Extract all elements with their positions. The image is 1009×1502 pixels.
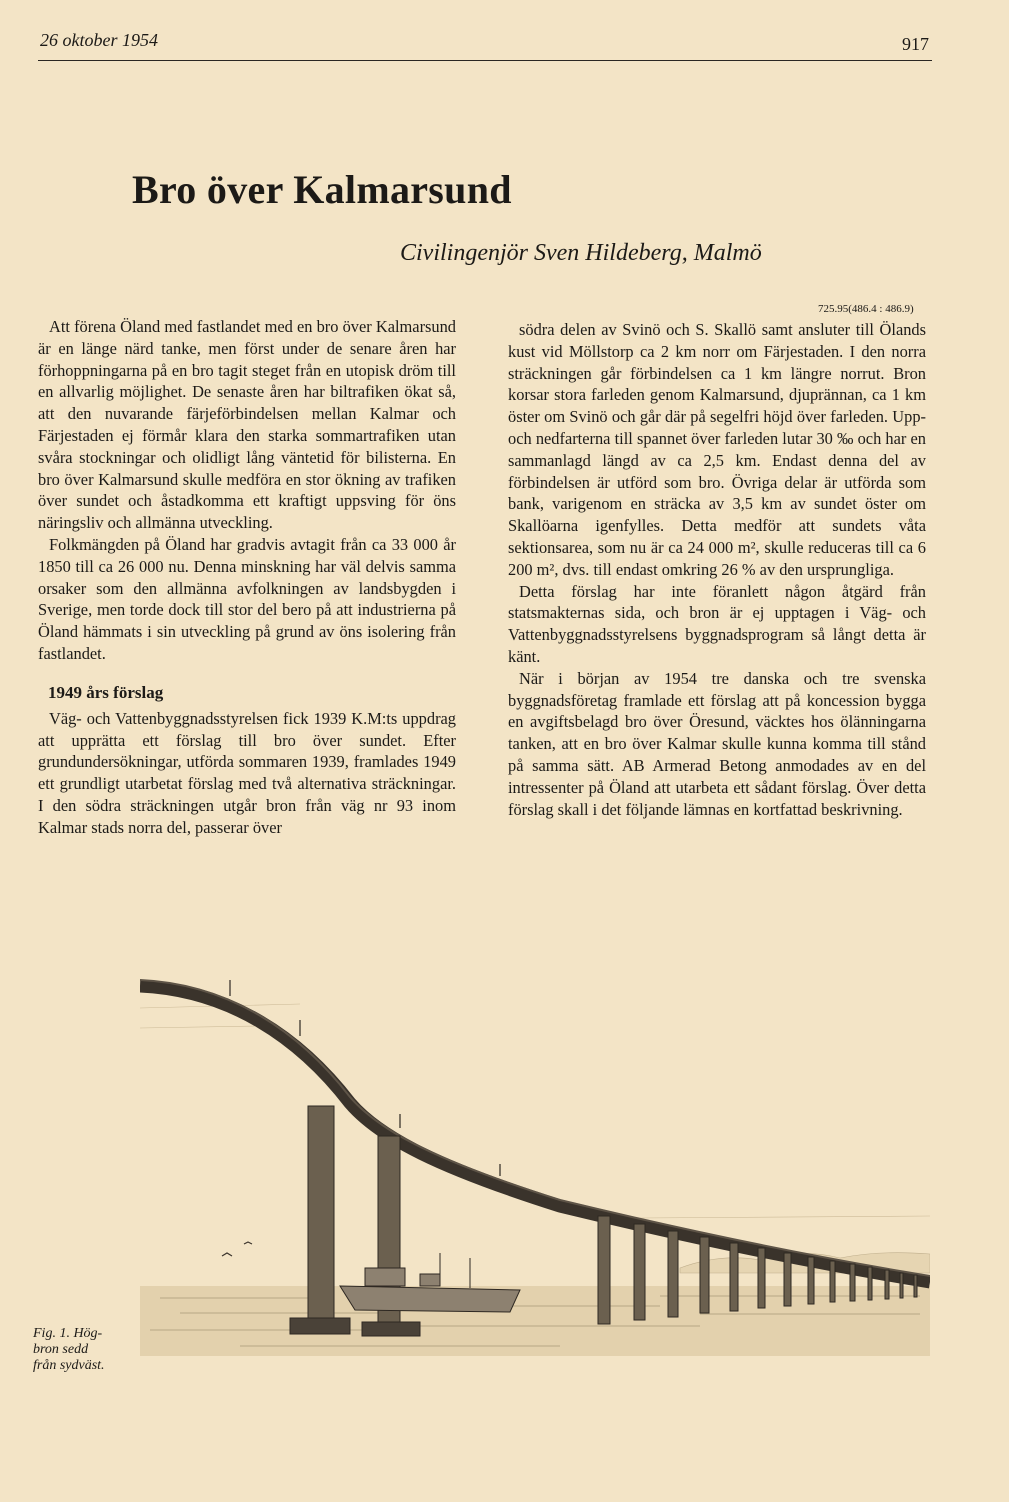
- right-column: [508, 319, 926, 820]
- bridge-drawing: [140, 968, 930, 1356]
- ship: [340, 1253, 520, 1312]
- caption-line: Fig. 1. Hög-: [33, 1326, 103, 1341]
- paragraph: Folkmängden på Öland har gradvis avtagit från ca 33 000 år 1850 till ca 26 000 nu. Denna minskning har väl delvis samma orsaker som den allmänna avfolkningen av landsbygden i Sverige, men torde dock till stor del bero på att industrierna på Öland hämmats i sin utveckling på grund av öns isolering från fastlandet.: [38, 534, 456, 663]
- caption-line: bron sedd: [33, 1342, 89, 1357]
- header-rule: [38, 60, 932, 61]
- article-title: Bro över Kalmarsund: [132, 167, 512, 212]
- paragraph: Detta förslag har inte föranlett någon åtgärd från statsmakternas sida, och bron är ej upptagen i Väg- och Vattenbyggnadsstyrelsens byggnadsprogram så långt detta är känt.: [508, 581, 926, 666]
- section-heading: 1949 års förslag: [48, 682, 164, 702]
- left-column: [38, 316, 456, 839]
- bridge-deck: [140, 986, 930, 1282]
- paragraph: När i början av 1954 tre danska och tre svenska byggnadsföretag framlade ett förslag att på koncession bygga en avgiftsbelagd bro över Öresund, väcktes hos ölänningarna tanken, att en bro över Kalmar skulle kunna komma till stånd på samma sätt. AB Armerad Betong anmodades av en del intressenter på Öland att utarbeta ett sådant förslag. Över detta förslag skall i det följande lämnas en kortfattad beskrivning.: [508, 668, 926, 819]
- article-author: Civilingenjör Sven Hildeberg, Malmö: [400, 240, 762, 266]
- issue-date: 26 oktober 1954: [40, 30, 158, 50]
- page-number: 917: [902, 34, 929, 54]
- paragraph: södra delen av Svinö och S. Skallö samt ansluter till Ölands kust vid Möllstorp ca 2 km norr om Färjestaden. I den norra sträckningen går förbindelsen ca 1 km längre norrut. Bron korsar stora farleden genom Kalmarsund, djuprännan, ca 1 km öster om Svinö och går där på segelfri höjd över farleden. Upp- och nedfarterna till spannet över farleden lutar 30 ‰ och har en sammanlagd längd av ca 2,5 km. Endast denna del av förbindelsen är utförd som bro. Övriga delar är utförda som bank, varigenom en sträcka av 3,5 km av sundet öster om Skallöarna igenfylles. Detta medför att sundets våta sektionsarea, som nu är ca 24 000 m², skulle reduceras till ca 6 200 m², dvs. till endast omkring 26 % av den ursprungliga.: [508, 320, 926, 579]
- udc-classification: 725.95(486.4 : 486.9): [818, 303, 914, 315]
- bridge-illustration: [140, 968, 930, 1356]
- paragraph: Att förena Öland med fastlandet med en bro över Kalmarsund är en länge närd tanke, men först under de senare åren har förhoppningarna på en bro tagit steget från en utopisk dröm till en allvarlig möjlighet. De senaste åren har biltrafiken ökat så, att den nuvarande färjeförbindelsen mellan Kalmar och Färjestaden ej förmår klara den starka sommartrafiken utan svåra stockningar och olidligt lång väntetid för bilisterna. En bro över Kalmarsund skulle medföra en stor ökning av trafiken över sundet och åstadkomma ett kraftigt uppsving för öns näringsliv och allmänna utveckling.: [38, 317, 456, 533]
- paragraph: Väg- och Vattenbyggnadsstyrelsen fick 1939 K.M:ts uppdrag att upprätta ett förslag till bro över sundet. Efter grundundersökningar, utförda sommaren 1939, framlades 1949 ett grundligt utarbetat förslag med två alternativa sträckningar. I den södra sträckningen utgår bron från väg nr 93 inom Kalmar stads norra del, passerar över: [38, 708, 456, 837]
- figure-caption: [33, 1326, 133, 1374]
- caption-line: från sydväst.: [33, 1358, 105, 1373]
